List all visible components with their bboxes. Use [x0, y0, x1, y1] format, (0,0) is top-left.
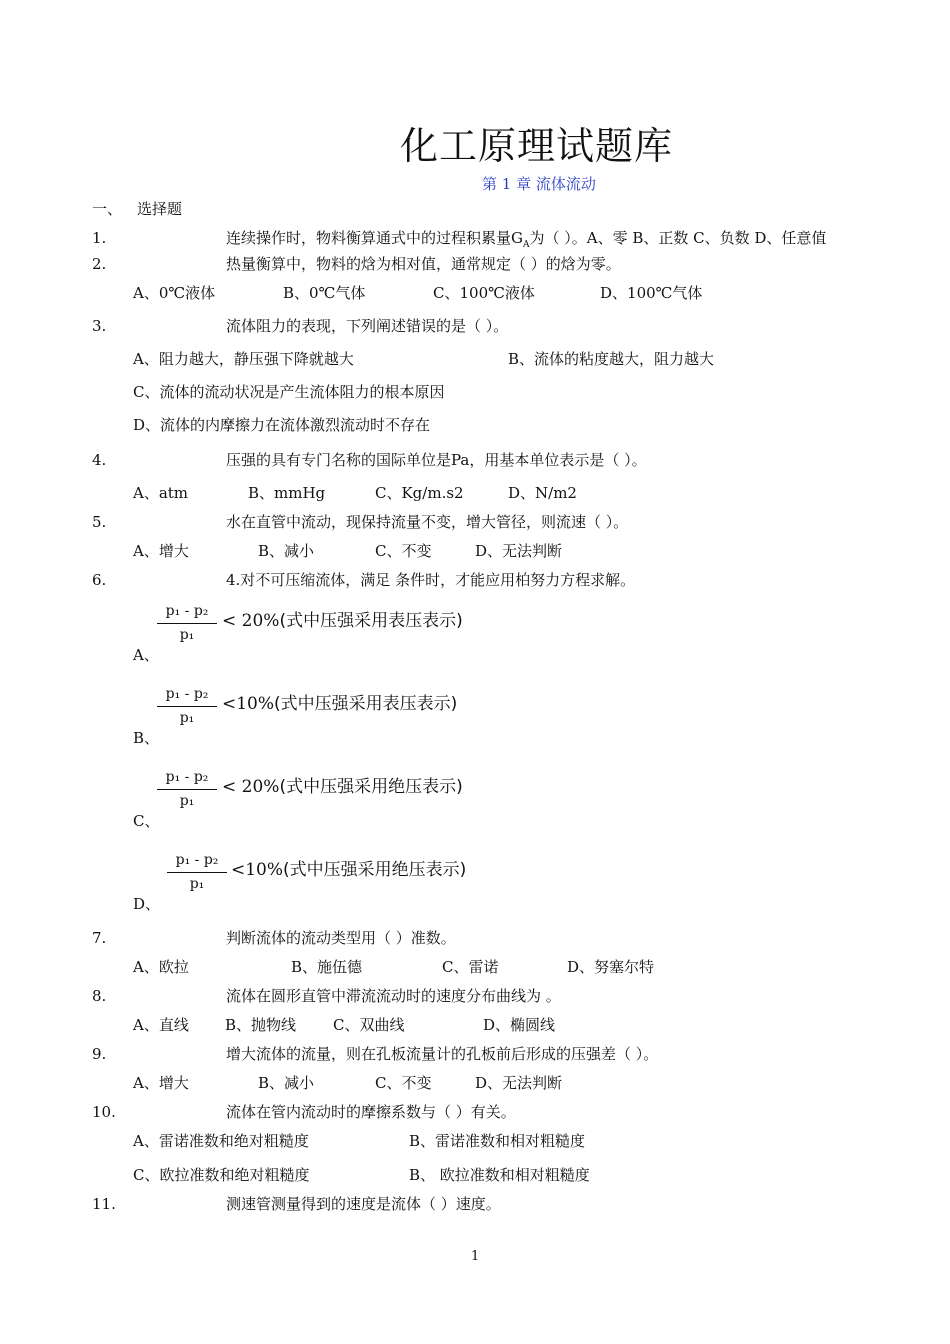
question-6-option-d-letter: D、 [133, 895, 161, 913]
question-6-option-a-condition: < 20%(式中压强采用表压表示) [222, 611, 463, 631]
question-6-option-c-fraction: p₁ - p₂ p₁ [157, 769, 217, 809]
question-3-option-d: D、流体的内摩擦力在流体激烈流动时不存在 [133, 416, 431, 434]
question-6-option-c-condition: < 20%(式中压强采用绝压表示) [222, 777, 463, 797]
question-6-option-b-fraction: p₁ - p₂ p₁ [157, 686, 217, 726]
question-4-text: 压强的具有专门名称的国际单位是Pa，用基本单位表示是（ ）。 [226, 451, 647, 469]
question-3-option-c: C、流体的流动状况是产生流体阻力的根本原因 [133, 383, 445, 401]
question-6-option-d-fraction: p₁ - p₂ p₁ [167, 852, 227, 892]
question-2-option-a: A、0℃液体 [133, 284, 216, 302]
question-4-option-a: A、atm [133, 484, 189, 502]
question-2-option-b: B、0℃气体 [283, 284, 366, 302]
question-6-option-a-fraction: p₁ - p₂ p₁ [157, 603, 217, 643]
question-10-option-b: B、雷诺准数和相对粗糙度 [409, 1132, 586, 1150]
question-2-number: 2. [92, 255, 107, 273]
question-5-option-d: D、无法判断 [475, 542, 563, 560]
question-3-option-b: B、流体的粘度越大，阻力越大 [508, 350, 715, 368]
question-3-number: 3. [92, 317, 107, 335]
question-5-text: 水在直管中流动，现保持流量不变，增大管径，则流速（ ）。 [226, 513, 629, 531]
question-9-option-b: B、减小 [258, 1074, 315, 1092]
question-1-number: 1. [92, 229, 107, 247]
chapter-subtitle: 第 1 章 流体流动 [482, 175, 596, 193]
question-11-text: 测速管测量得到的速度是流体（ ）速度。 [226, 1195, 501, 1213]
question-9-text: 增大流体的流量，则在孔板流量计的孔板前后形成的压强差（ ）。 [226, 1045, 659, 1063]
question-2-option-c: C、100℃液体 [433, 284, 535, 302]
question-5-option-a: A、增大 [133, 542, 189, 560]
page-number: 1 [471, 1249, 480, 1264]
question-8-option-b: B、抛物线 [225, 1016, 297, 1034]
question-2-text: 热量衡算中，物料的焓为相对值，通常规定（ ）的焓为零。 [226, 255, 621, 273]
question-6-option-d-condition: <10%(式中压强采用绝压表示) [231, 860, 467, 880]
question-7-option-b: B、施伍德 [291, 958, 363, 976]
question-6-option-b-letter: B、 [133, 729, 160, 747]
question-5-option-c: C、不变 [375, 542, 432, 560]
question-5-option-b: B、减小 [258, 542, 315, 560]
question-7-option-c: C、雷诺 [442, 958, 499, 976]
question-3-text: 流体阻力的表现，下列阐述错误的是（ ）。 [226, 317, 509, 335]
question-2-option-d: D、100℃气体 [600, 284, 703, 302]
question-7-number: 7. [92, 929, 107, 947]
question-3-option-a: A、阻力越大，静压强下降就越大 [133, 350, 354, 368]
section-number: 一、 [92, 200, 123, 218]
section-label: 选择题 [137, 200, 183, 218]
question-10-option-c: C、欧拉准数和绝对粗糙度 [133, 1166, 310, 1184]
question-6-text: 4.对不可压缩流体，满足 条件时，才能应用柏努力方程求解。 [226, 571, 636, 589]
question-4-option-d: D、N/m2 [508, 484, 577, 502]
question-8-option-a: A、直线 [133, 1016, 189, 1034]
question-10-text: 流体在管内流动时的摩擦系数与（ ）有关。 [226, 1103, 516, 1121]
question-4-option-b: B、mmHg [248, 484, 326, 502]
question-8-text: 流体在圆形直管中滞流流动时的速度分布曲线为 。 [226, 987, 561, 1005]
question-10-number: 10. [92, 1103, 116, 1121]
question-7-option-d: D、努塞尔特 [567, 958, 655, 976]
question-7-option-a: A、欧拉 [133, 958, 189, 976]
question-9-option-a: A、增大 [133, 1074, 189, 1092]
question-8-option-d: D、椭圆线 [483, 1016, 556, 1034]
question-8-option-c: C、双曲线 [333, 1016, 405, 1034]
question-6-option-c-letter: C、 [133, 812, 160, 830]
question-6-option-b-condition: <10%(式中压强采用表压表示) [222, 694, 458, 714]
page-title: 化工原理试题库 [400, 124, 674, 168]
question-10-option-a: A、雷诺准数和绝对粗糙度 [133, 1132, 309, 1150]
question-4-option-c: C、Kg/m.s2 [375, 484, 464, 502]
question-1-text: 连续操作时，物料衡算通式中的过程积累量$G_A$为（ ）。A、零 B、正数 C、负数 D、任意值 [226, 229, 827, 250]
question-9-number: 9. [92, 1045, 107, 1063]
question-4-number: 4. [92, 451, 107, 469]
question-11-number: 11. [92, 1195, 116, 1213]
question-7-text: 判断流体的流动类型用（ ）准数。 [226, 929, 456, 947]
question-8-number: 8. [92, 987, 107, 1005]
question-5-number: 5. [92, 513, 107, 531]
question-6-number: 6. [92, 571, 107, 589]
question-10-option-d: B、 欧拉准数和相对粗糙度 [409, 1166, 590, 1184]
question-9-option-d: D、无法判断 [475, 1074, 563, 1092]
question-9-option-c: C、不变 [375, 1074, 432, 1092]
question-6-option-a-letter: A、 [133, 646, 159, 664]
